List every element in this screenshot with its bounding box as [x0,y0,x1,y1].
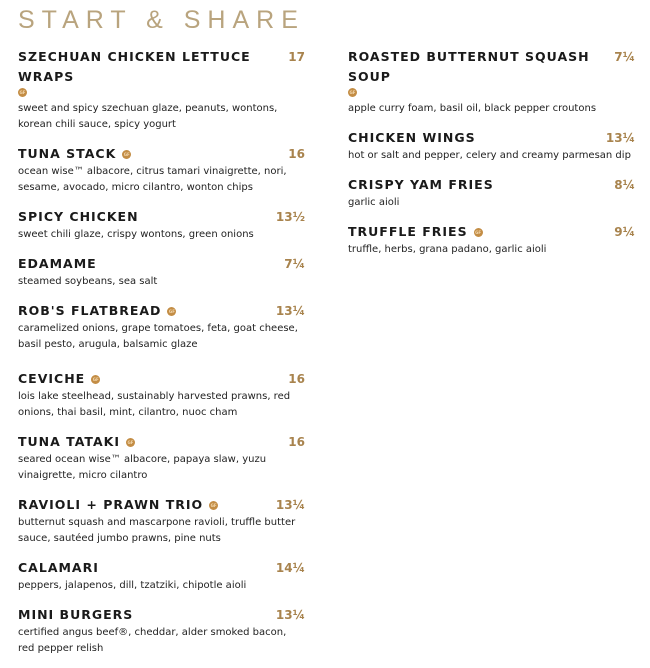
gluten-friendly-badge-icon: GF [475,230,482,235]
item-price: 16 [288,372,305,386]
item-name: EDAMAME [18,256,97,271]
item-name: SZECHUAN CHICKEN LETTUCE WRAPS [18,49,251,84]
item-name: CEVICHE [18,371,86,386]
menu-column-right [348,47,635,269]
item-name: RAVIOLI + PRAWN TRIO [18,497,204,512]
menu-item [18,558,305,594]
gluten-friendly-badge-icon: GF [210,503,217,508]
item-description: truffle, herbs, grana padano, garlic aioli [348,244,547,255]
item-price: 14¼ [275,561,305,575]
item-name: TRUFFLE FRIES [348,224,468,239]
item-price: 13¼ [275,304,305,318]
item-price: 13¼ [275,608,305,622]
menu-item [348,47,635,117]
item-price: 7¼ [614,50,635,64]
gluten-friendly-badge-icon: GF [123,152,130,157]
section-title: START & SHARE [18,6,305,34]
item-price: 9¼ [614,225,635,239]
menu-item [18,47,305,133]
item-description: apple curry foam, basil oil, black pepper croutons [348,103,597,114]
item-name: TUNA TATAKI [18,434,120,449]
item-name: CALAMARI [18,560,99,575]
item-name: SPICY CHICKEN [18,209,139,224]
menu-item [18,254,305,290]
menu-item [18,144,305,196]
menu-item [18,605,305,657]
item-name: MINI BURGERS [18,607,134,622]
item-name: ROASTED BUTTERNUT SQUASH SOUP [348,49,590,84]
menu-item [18,301,305,353]
item-price: 16 [288,147,305,161]
item-price: 16 [288,435,305,449]
gluten-friendly-badge-icon: GF [19,90,26,95]
item-description: lois lake steelhead, sustainably harvested prawns, red onions, thai basil, mint, cilantro, nuoc cham [18,391,291,418]
menu-item [348,128,635,164]
item-name: CRISPY YAM FRIES [348,177,494,192]
item-price: 13½ [275,210,305,224]
item-description: sweet and spicy szechuan glaze, peanuts, wontons, korean chili sauce, spicy yogurt [18,103,278,130]
item-description: steamed soybeans, sea salt [18,276,158,287]
menu-item [348,175,635,211]
item-price: 13¼ [275,498,305,512]
menu-item [18,369,305,421]
item-name: TUNA STACK [18,146,117,161]
item-name: CHICKEN WINGS [348,130,476,145]
gluten-friendly-badge-icon: GF [349,90,356,95]
gluten-friendly-badge-icon: GF [127,440,134,445]
item-description: garlic aioli [348,197,400,208]
menu-item [348,222,635,258]
gluten-friendly-badge-icon: GF [168,309,175,314]
item-description: ocean wise™ albacore, citrus tamari vinaigrette, nori, sesame, avocado, micro cilantro, wonton chips [18,166,287,193]
menu-item [18,207,305,243]
item-price: 8¼ [614,178,635,192]
item-price: 13¼ [605,131,635,145]
item-description: caramelized onions, grape tomatoes, feta, goat cheese, basil pesto, arugula, balsamic glaze [18,323,298,350]
item-description: butternut squash and mascarpone ravioli, truffle butter sauce, sautéed jumbo prawns, pine nuts [18,517,296,544]
item-description: seared ocean wise™ albacore, papaya slaw, yuzu vinaigrette, micro cilantro [18,454,267,481]
item-description: peppers, jalapenos, dill, tzatziki, chipotle aioli [18,580,247,591]
menu-column-left [18,47,305,668]
menu-item [18,495,305,547]
gluten-friendly-badge-icon: GF [92,377,99,382]
item-description: sweet chili glaze, crispy wontons, green onions [18,229,254,240]
item-name: ROB'S FLATBREAD [18,303,162,318]
item-price: 7¼ [284,257,305,271]
item-price: 17 [288,50,305,64]
item-description: certified angus beef®, cheddar, alder smoked bacon, red pepper relish [18,627,287,654]
item-description: hot or salt and pepper, celery and creamy parmesan dip [348,150,631,161]
menu-item [18,432,305,484]
